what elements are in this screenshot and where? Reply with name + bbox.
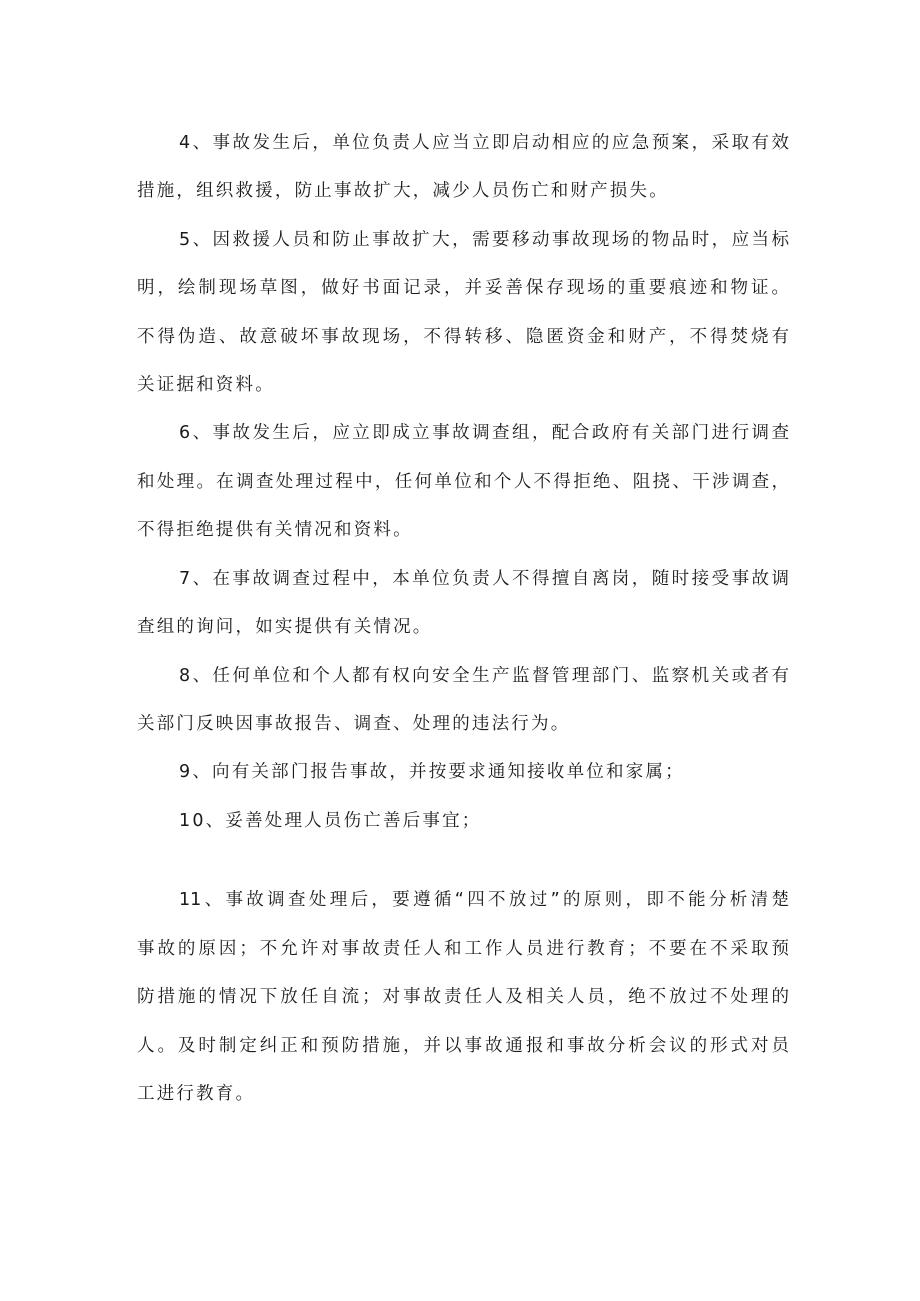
paragraph-9-line-1: 9、向有关部门报告事故，并按要求通知接收单位和家属；	[179, 762, 685, 782]
paragraph-6-line-1: 6、事故发生后，应立即成立事故调查组，配合政府有关部门进行调查	[179, 423, 789, 443]
paragraph-11-line-1: 11、事故调查处理后，要遵循“四不放过”的原则，即不能分析清楚	[179, 890, 789, 910]
paragraph-5-line-3: 不得伪造、故意破坏事故现场，不得转移、隐匿资金和财产，不得焚烧有	[137, 327, 789, 347]
paragraph-11-line-2: 事故的原因；不允许对事故责任人和工作人员进行教育；不要在不采取预	[137, 939, 789, 959]
paragraph-7-line-2: 查组的询问，如实提供有关情况。	[137, 617, 433, 637]
paragraph-11-line-5: 工进行教育。	[137, 1084, 256, 1104]
paragraph-5-line-4: 关证据和资料。	[137, 375, 275, 395]
paragraph-5-line-1: 5、因救援人员和防止事故扩大，需要移动事故现场的物品时，应当标	[179, 230, 789, 250]
paragraph-4-line-1: 4、事故发生后，单位负责人应当立即启动相应的应急预案，采取有效	[179, 133, 789, 153]
paragraph-11-line-3: 防措施的情况下放任自流；对事故责任人及相关人员，绝不放过不处理的	[137, 987, 789, 1007]
paragraph-6-line-2: 和处理。在调查处理过程中，任何单位和个人不得拒绝、阻挠、干涉调查，	[137, 472, 789, 492]
paragraph-10-line-1: 10、妥善处理人员伤亡善后事宜；	[179, 811, 482, 831]
paragraph-8-line-2: 关部门反映因事故报告、调查、处理的违法行为。	[137, 714, 571, 734]
paragraph-4-line-2: 措施，组织救援，防止事故扩大，减少人员伤亡和财产损失。	[137, 181, 669, 201]
paragraph-11-line-4: 人。及时制定纠正和预防措施，并以事故通报和事故分析会议的形式对员	[137, 1036, 789, 1056]
paragraph-6-line-3: 不得拒绝提供有关情况和资料。	[137, 520, 413, 540]
paragraph-7-line-1: 7、在事故调查过程中，本单位负责人不得擅自离岗，随时接受事故调	[179, 569, 789, 589]
paragraph-8-line-1: 8、任何单位和个人都有权向安全生产监督管理部门、监察机关或者有	[179, 666, 789, 686]
paragraph-5-line-2: 明，绘制现场草图，做好书面记录，并妥善保存现场的重要痕迹和物证。	[137, 278, 789, 298]
